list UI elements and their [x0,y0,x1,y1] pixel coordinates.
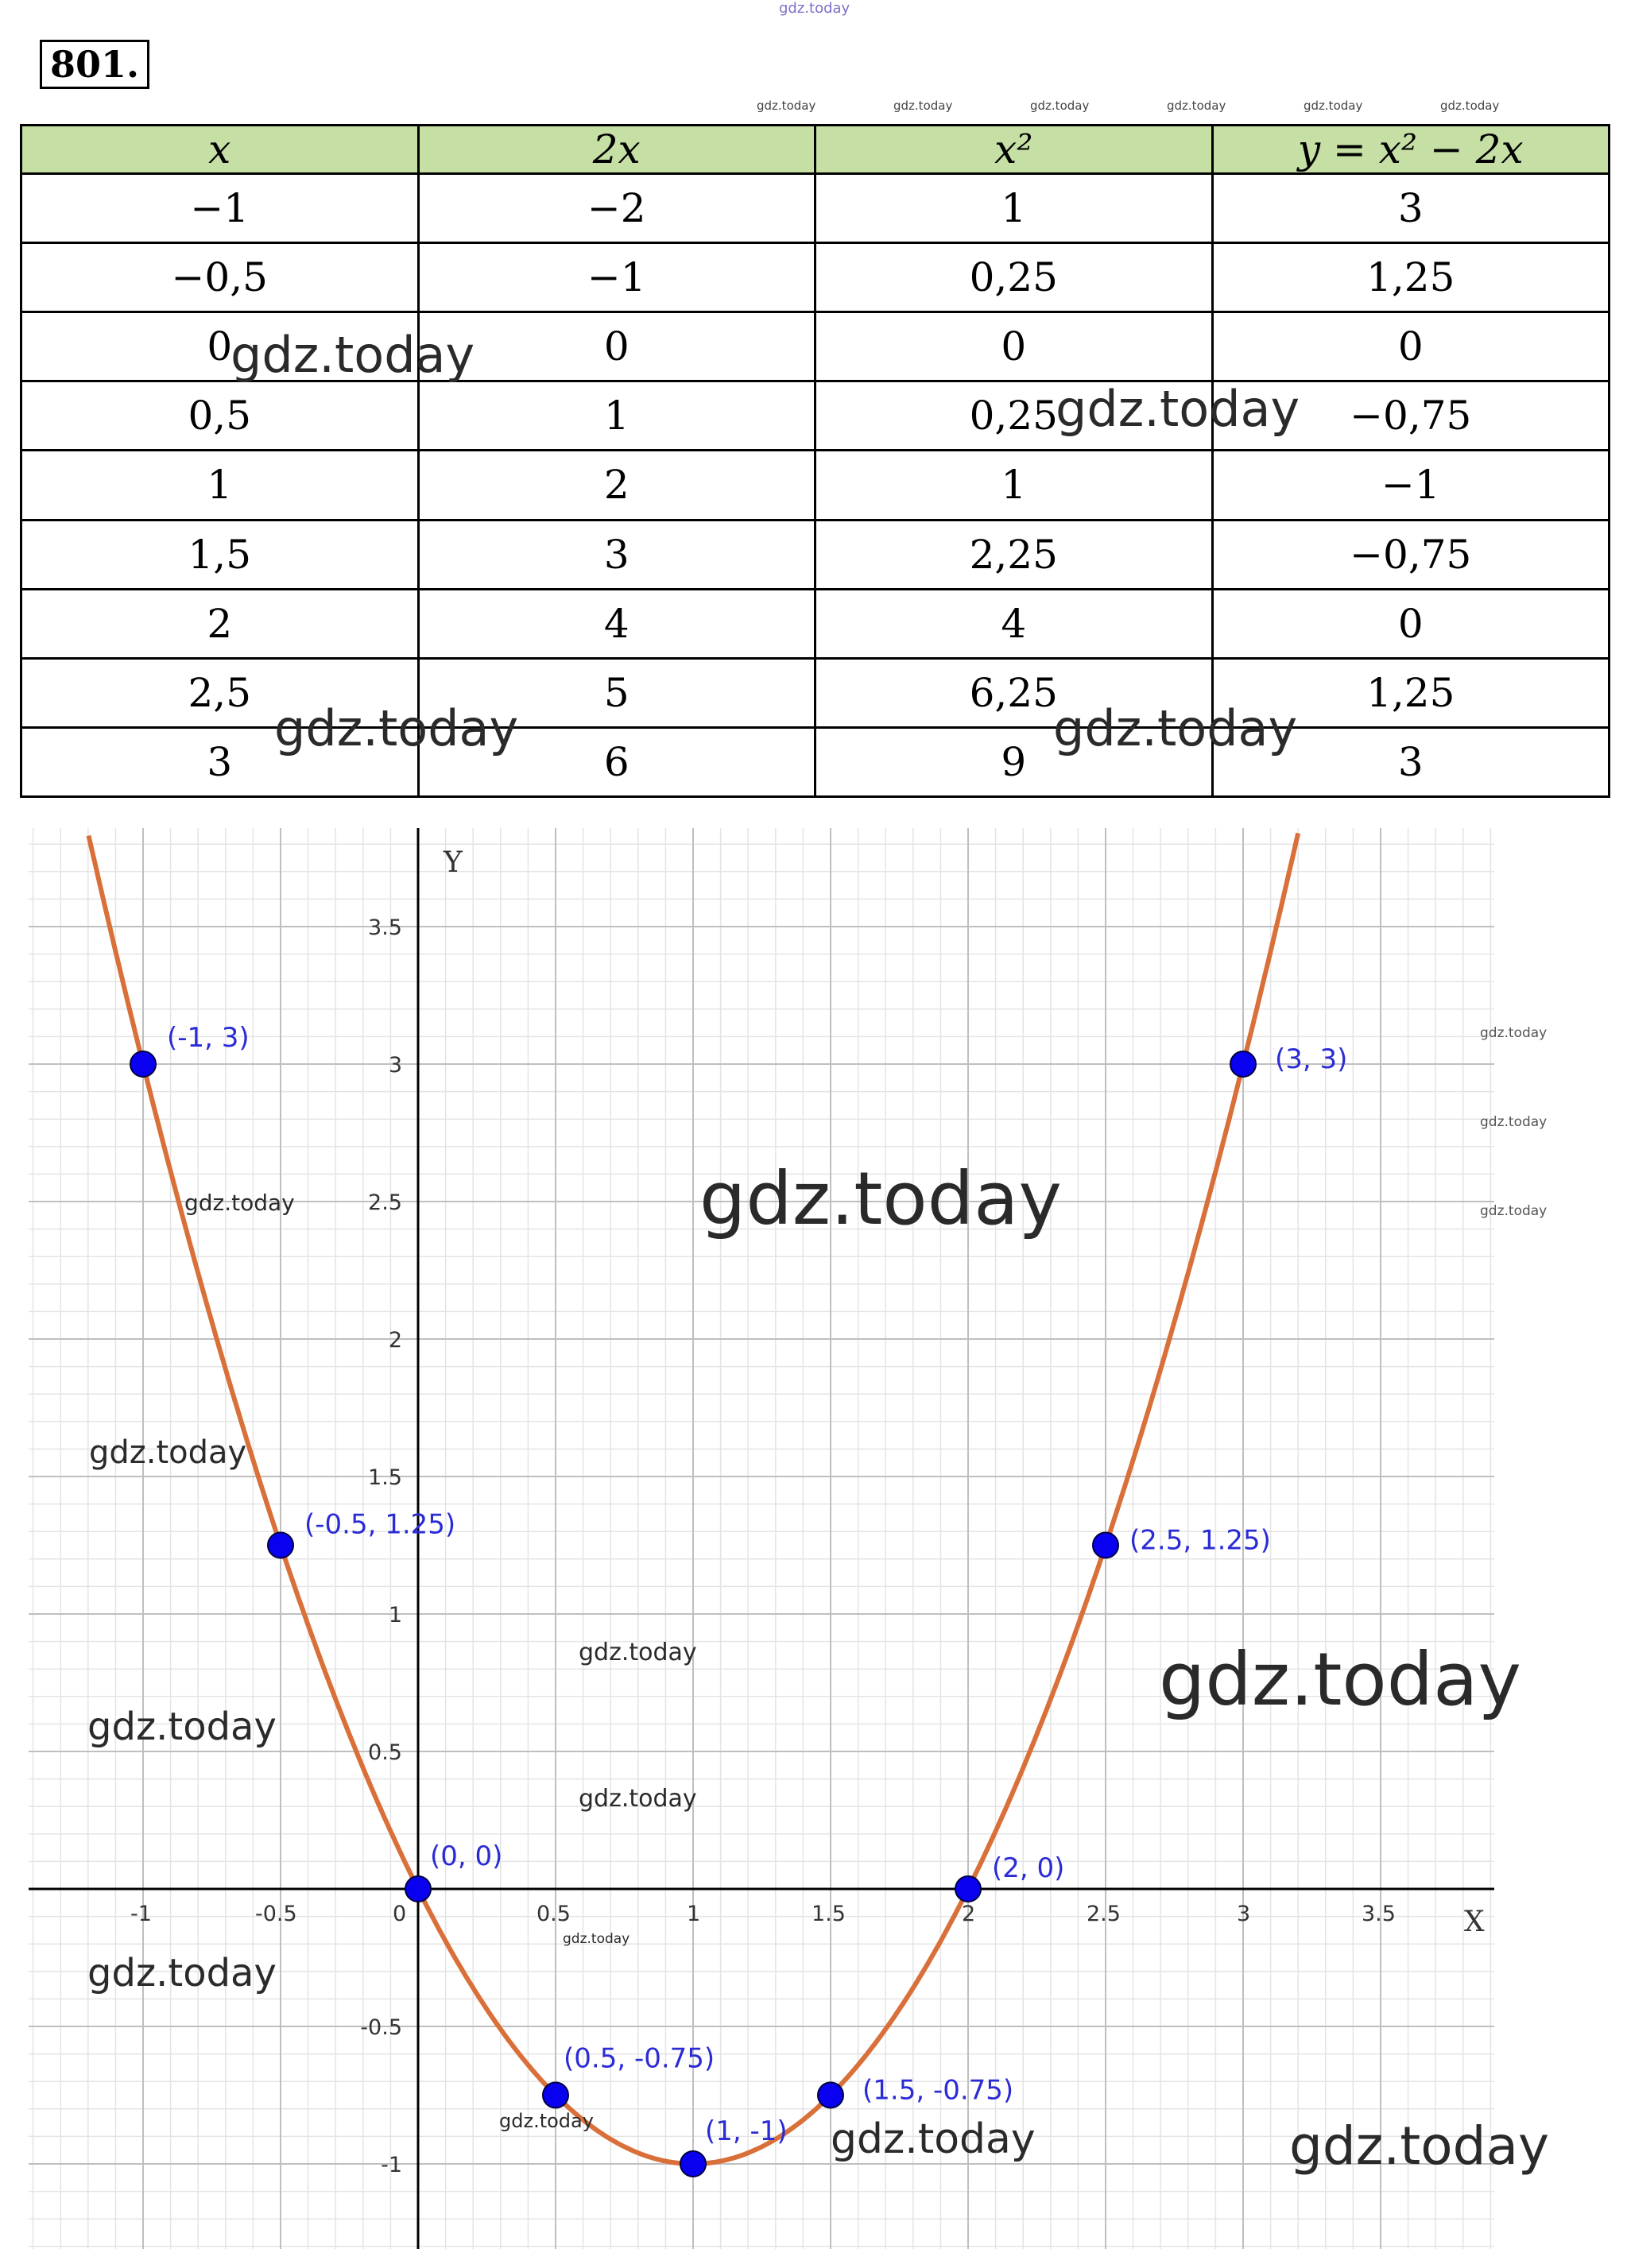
problem-number: 801. [40,40,149,89]
data-point [543,2083,568,2108]
watermark: gdz.today [579,1639,697,1666]
cell-2x: −2 [418,174,815,243]
watermark-top: gdz.today [779,0,850,17]
table-row [21,174,1610,243]
header-x-squared: x² [815,126,1213,174]
point-label: (3, 3) [1275,1043,1348,1075]
y-tick-label: -0.5 [360,2015,402,2040]
cell-x: 0,5 [21,381,419,451]
x-tick-label: 3 [1237,1902,1251,1926]
point-label: (0.5, -0.75) [564,2042,715,2075]
table-row [21,727,1610,796]
y-tick-label: 1 [388,1603,402,1627]
cell-x: 3 [21,727,419,796]
watermark-small: gdz.today [757,99,816,113]
watermark: gdz.today [274,699,519,757]
watermark: gdz.today [1159,1637,1521,1722]
cell-y: 3 [1212,174,1610,243]
point-label: (1.5, -0.75) [862,2074,1014,2107]
cell-2x: −1 [418,243,815,312]
watermark: gdz.today [579,1785,697,1813]
cell-y: 1,25 [1212,243,1610,312]
cell-y: 1,25 [1212,658,1610,727]
y-tick-label: 2 [388,1328,402,1353]
table-header-row [21,126,1610,174]
cell-y: 0 [1212,312,1610,381]
watermark: gdz.today [184,1190,295,1216]
cell-2x: 6 [418,727,815,796]
point-label: (2, 0) [992,1852,1065,1884]
cell-x: 1 [21,451,419,520]
x-tick-label: 3.5 [1362,1902,1396,1926]
x-tick-label: 1 [687,1902,701,1926]
table-row [21,451,1610,520]
watermark: gdz.today [1480,1114,1548,1130]
x-tick-label: 0.5 [537,1902,571,1926]
watermark: gdz.today [1289,2115,1550,2177]
watermark: gdz.today [699,1156,1062,1241]
table-row [21,520,1610,589]
cell-2x: 0 [418,312,815,381]
cell-y: 3 [1212,727,1610,796]
header-x: x [21,126,419,174]
cell-x-squared: 0,25 [815,381,1213,451]
cell-x: 0 [21,312,419,381]
table-row [21,658,1610,727]
watermark: gdz.today [89,1434,247,1471]
cell-2x: 4 [418,589,815,658]
data-point [1230,1051,1256,1077]
y-tick-label: 3 [388,1053,402,1078]
x-tick-label: 1.5 [812,1902,846,1926]
header-y: y = x² − 2x [1212,126,1610,174]
cell-x-squared: 2,25 [815,520,1213,589]
watermark-small: gdz.today [1167,99,1226,113]
cell-x-squared: 9 [815,727,1213,796]
point-label: (2.5, 1.25) [1129,1524,1271,1557]
point-label: (-0.5, 1.25) [304,1508,456,1541]
cell-x-squared: 0,25 [815,243,1213,312]
table-row [21,381,1610,451]
y-tick-label: -1 [381,2153,402,2177]
watermark: gdz.today [230,326,475,384]
point-label: (0, 0) [430,1840,503,1872]
header-2x: 2x [418,126,815,174]
parabola-graph [0,819,1627,2268]
watermark: gdz.today [1480,1025,1548,1041]
cell-x: −1 [21,174,419,243]
watermark: gdz.today [1053,699,1298,757]
cell-x: 2,5 [21,658,419,727]
data-point [818,2083,843,2108]
watermark-small: gdz.today [1030,99,1090,113]
cell-y: 0 [1212,589,1610,658]
x-tick-label: 2 [962,1902,976,1926]
cell-y: −1 [1212,451,1610,520]
watermark: gdz.today [831,2115,1036,2163]
watermark-small: gdz.today [893,99,953,113]
cell-2x: 3 [418,520,815,589]
watermark: gdz.today [87,1705,277,1749]
x-tick-label: -0.5 [255,1902,297,1926]
watermark-small: gdz.today [1304,99,1363,113]
cell-x: −0,5 [21,243,419,312]
cell-x: 1,5 [21,520,419,589]
watermark: gdz.today [1480,1203,1548,1219]
cell-x-squared: 6,25 [815,658,1213,727]
cell-2x: 2 [418,451,815,520]
y-tick-label: 1.5 [368,1465,402,1490]
y-axis-label: Y [444,846,463,879]
point-label: (-1, 3) [167,1022,250,1054]
table-row [21,243,1610,312]
data-point [405,1876,431,1902]
data-point [680,2151,706,2177]
x-axis-label: X [1464,1906,1485,1938]
x-tick-label: 2.5 [1087,1902,1121,1926]
watermark: gdz.today [1056,380,1300,438]
y-tick-label: 3.5 [368,915,402,940]
y-tick-label: 2.5 [368,1190,402,1215]
cell-y: −0,75 [1212,381,1610,451]
cell-x-squared: 1 [815,174,1213,243]
values-table [20,124,1610,798]
watermark: gdz.today [563,1931,630,1947]
table-row [21,589,1610,658]
cell-x-squared: 0 [815,312,1213,381]
point-label: (1, -1) [705,2115,788,2147]
data-point [955,1876,981,1902]
watermark-small: gdz.today [1440,99,1500,113]
x-tick-label: -1 [130,1902,152,1926]
cell-y: −0,75 [1212,520,1610,589]
cell-x-squared: 4 [815,589,1213,658]
data-point [1093,1533,1118,1558]
watermark: gdz.today [87,1951,277,1995]
cell-2x: 5 [418,658,815,727]
data-point [268,1533,293,1558]
cell-x: 2 [21,589,419,658]
data-point [130,1051,156,1077]
y-tick-label: 0.5 [368,1740,402,1765]
x-tick-label: 0 [393,1902,407,1926]
watermark: gdz.today [499,2110,594,2132]
cell-2x: 1 [418,381,815,451]
cell-x-squared: 1 [815,451,1213,520]
